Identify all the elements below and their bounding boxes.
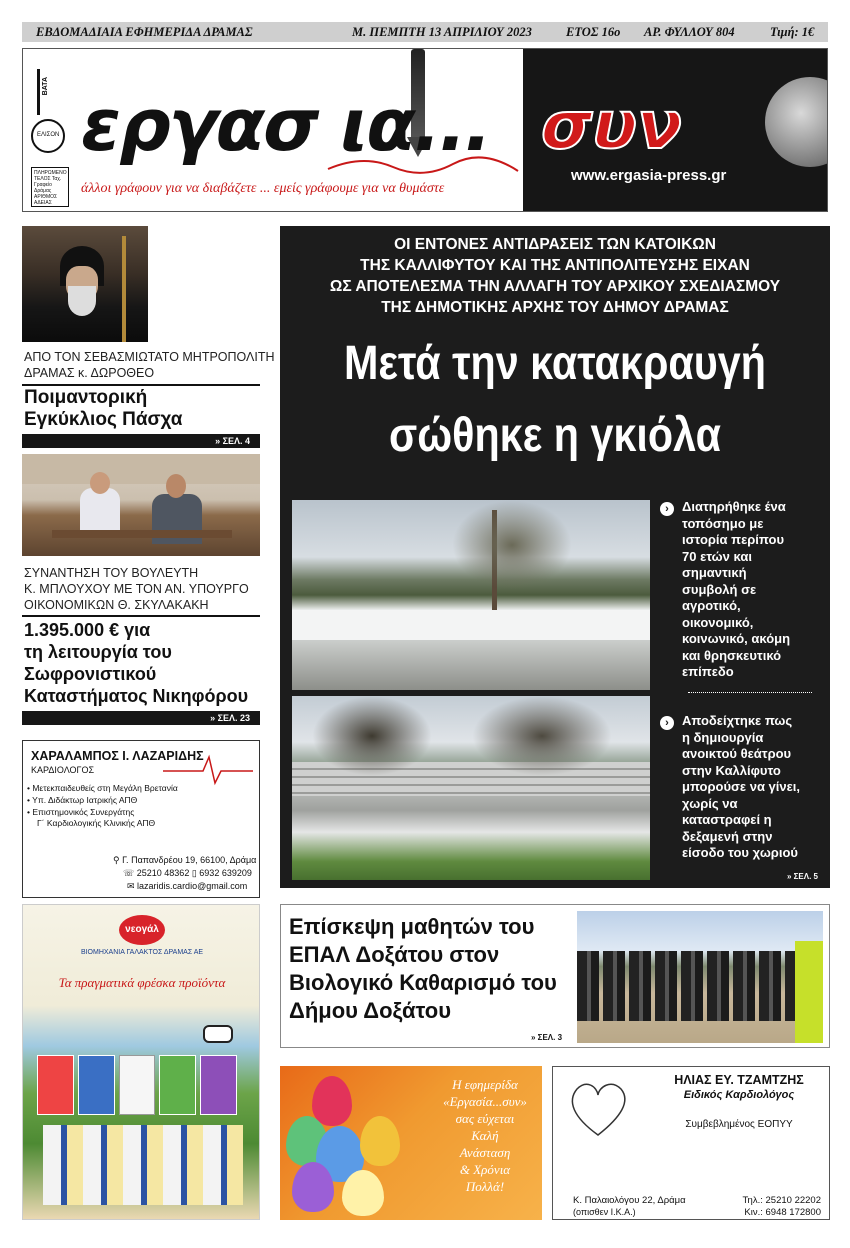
article2-title-2[interactable]: τη λειτουργία του bbox=[24, 642, 172, 662]
issue-date: Μ. ΠΕΜΠΤΗ 13 ΑΠΡΙΛΙΟΥ 2023 bbox=[352, 25, 532, 39]
photo-tree-crown bbox=[312, 696, 432, 776]
easter-line: & Χρόνια bbox=[459, 1162, 511, 1177]
carton-icon bbox=[37, 1055, 74, 1115]
milk-slogan: Τα πραγματικά φρέσκα προϊόντα bbox=[58, 975, 226, 990]
milk-advertisement bbox=[22, 904, 260, 1220]
carton-icon bbox=[78, 1055, 115, 1115]
milk-products bbox=[43, 1125, 243, 1205]
main-kicker-2: ΤΗΣ ΚΑΛΛΙΦΥΤΟΥ ΚΑΙ ΤΗΣ ΑΝΤΙΠΟΛΙΤΕΥΣΗΣ ΕΙΧΑΝ bbox=[360, 257, 750, 274]
main-story bbox=[280, 226, 830, 888]
egg-icon bbox=[342, 1170, 384, 1216]
photo-tree-crown bbox=[472, 696, 612, 776]
meeting-photo bbox=[22, 454, 260, 556]
carton-icon bbox=[119, 1055, 156, 1115]
photo-head-2 bbox=[166, 474, 186, 498]
article2-page-ref[interactable]: » ΣΕΛ. 23 bbox=[22, 711, 260, 725]
main-page-ref[interactable]: » ΣΕΛ. 5 bbox=[786, 872, 818, 881]
main-kicker-4: ΤΗΣ ΔΗΜΟΤΙΚΗΣ ΑΡΧΗΣ ΤΟΥ ΔΗΜΟΥ ΔΡΑΜΑΣ bbox=[381, 299, 729, 316]
article2-title-1[interactable]: 1.395.000 € για bbox=[24, 620, 151, 640]
easter-line: Πολλά! bbox=[465, 1179, 505, 1194]
carton-icon bbox=[200, 1055, 237, 1115]
dotted-divider bbox=[688, 692, 812, 693]
cardio-contract: Συμβεβλημένος ΕΟΠΥΥ bbox=[685, 1119, 793, 1130]
slogan: άλλοι γράφουν για να διαβάζετε ... εμείς γράφουμε για να θυμάστε bbox=[81, 181, 445, 196]
side-text: ΒΑΤΑ bbox=[42, 77, 49, 96]
cardio-tel[interactable]: Τηλ.: 25210 22202 bbox=[742, 1195, 821, 1206]
easter-line: Η εφημερίδα bbox=[452, 1077, 518, 1092]
egg-icon bbox=[312, 1076, 352, 1126]
article1-kicker-2: ΔΡΑΜΑΣ κ. ΔΩΡΟΘΕΟ bbox=[24, 366, 155, 380]
article2-title-3[interactable]: Σωφρονιστικού bbox=[24, 664, 157, 684]
website-link[interactable]: www.ergasia-press.gr bbox=[571, 167, 727, 184]
divider bbox=[22, 615, 260, 617]
photo-staff bbox=[122, 236, 126, 342]
postage-stamp: ΠΛΗΡΩΜΕΝΟ ΤΕΛΟΣ Ταχ. Γραφείο Δράμας ΑΡΙΘΜΟΣ ΑΔΕΙΑΣ bbox=[31, 167, 69, 207]
main-bullet-2: Αποδείχτηκε πως η δημιουργία ανοικτού θεάτρου στην Καλλίφυτο μπορούσε να γίνει, χωρίς να καταστραφεί η δεξαμενή στην είσοδο του χωριού bbox=[682, 713, 801, 860]
heart-icon bbox=[563, 1073, 633, 1143]
doctor-email: ✉ lazaridis.cardio@gmail.com bbox=[127, 881, 248, 891]
article2-kicker-2: Κ. ΜΠΛΟΥΧΟΥ ΜΕ ΤΟΝ ΑΝ. ΥΠΟΥΡΓΟ bbox=[24, 582, 249, 596]
email-link[interactable]: lazaridis.cardio@gmail.com bbox=[137, 881, 248, 891]
doctor-address: ⚲ Γ. Παπανδρέου 19, 66100, Δράμα bbox=[113, 855, 257, 865]
bullet-arrow-icon: › bbox=[660, 716, 674, 730]
milk-cartons bbox=[37, 1055, 237, 1115]
issue-number: ΑΡ. ΦΥΛΛΟΥ 804 bbox=[644, 25, 735, 39]
doctor-bullet-4: Γ΄ Καρδιολογικής Κλινικής ΑΠΘ bbox=[37, 818, 156, 828]
main-headline-1[interactable]: Μετά την κατακραυγή bbox=[344, 337, 766, 390]
masthead bbox=[22, 48, 828, 212]
signature-icon bbox=[323, 149, 523, 179]
doctor-role: ΚΑΡΔΙΟΛΟΓΟΣ bbox=[31, 765, 95, 775]
cardio-mobile[interactable]: Κιν.: 6948 172800 bbox=[744, 1207, 821, 1218]
divider bbox=[22, 384, 260, 386]
main-bullet-1: Διατηρήθηκε ένα τοπόσημο με ιστορία περίπου 70 ετών και σημαντική συμβολή σε αγροτικό, οικονομικό, κοινωνικό, ακόμη και θρησκευτικό επίπεδο bbox=[682, 499, 791, 679]
bullet-arrow-icon: › bbox=[660, 502, 674, 516]
cow-icon bbox=[203, 1025, 233, 1043]
seal-icon bbox=[31, 119, 65, 153]
brand-name: εργασ ια... bbox=[81, 83, 490, 167]
phone-2[interactable]: 6932 639209 bbox=[199, 868, 252, 878]
photo-beard bbox=[68, 286, 96, 316]
easter-line: Καλή bbox=[471, 1128, 499, 1143]
photo-vest bbox=[795, 941, 823, 1043]
cardio-role: Ειδικός Καρδιολόγος bbox=[683, 1089, 795, 1101]
photo-wall bbox=[292, 610, 650, 640]
article2-kicker-3: ΟΙΚΟΝΟΜΙΚΩΝ Θ. ΣΚΥΛΑΚΑΚΗ bbox=[24, 598, 209, 612]
neogal-logo: νεογάλ bbox=[119, 915, 165, 945]
easter-line: σας εύχεται bbox=[455, 1111, 515, 1126]
doctor-phones: ☏ 25210 48362 ▯ 6932 639209 bbox=[123, 868, 252, 878]
article1-title-2[interactable]: Εγκύκλιος Πάσχα bbox=[24, 409, 183, 430]
easter-line: Ανάσταση bbox=[459, 1145, 511, 1160]
pond-photo-2 bbox=[292, 696, 650, 880]
main-kicker-3: ΩΣ ΑΠΟΤΕΛΕΣΜΑ ΤΗΝ ΑΛΛΑΓΗ ΤΟΥ ΑΡΧΙΚΟΥ ΣΧΕΔΙΑΣΜΟΥ bbox=[329, 278, 781, 295]
article1-page-ref[interactable]: » ΣΕΛ. 4 bbox=[22, 434, 260, 448]
cardio-name: ΗΛΙΑΣ ΕΥ. ΤΖΑΜΤΖΗΣ bbox=[674, 1073, 804, 1087]
main-kicker-1: ΟΙ ΕΝΤΟΝΕΣ ΑΝΤΙΔΡΑΣΕΙΣ ΤΩΝ ΚΑΤΟΙΚΩΝ bbox=[394, 236, 716, 253]
address-text: Γ. Παπανδρέου 19, 66100, Δράμα bbox=[122, 855, 257, 865]
cardio-address-1: Κ. Παλαιολόγου 22, Δράμα bbox=[573, 1195, 686, 1206]
photo-group bbox=[577, 951, 823, 1021]
easter-greeting bbox=[280, 1066, 542, 1220]
article2-title-4[interactable]: Καταστήματος Νικηφόρου bbox=[24, 686, 249, 706]
easter-text bbox=[430, 1076, 540, 1195]
article2-kicker-1: ΣΥΝΑΝΤΗΣΗ ΤΟΥ ΒΟΥΛΕΥΤΗ bbox=[24, 566, 199, 580]
photo-desk bbox=[52, 530, 232, 538]
doctor-bullet-3: • Επιστημονικός Συνεργάτης bbox=[27, 807, 135, 817]
photo-head-1 bbox=[90, 472, 110, 494]
seal-text: ΕΛΙΣΟΝ bbox=[37, 132, 60, 138]
cardiologist-ad-2 bbox=[552, 1066, 830, 1220]
article1-kicker-1: ΑΠΟ ΤΟΝ ΣΕΒΑΣΜΙΩΤΑΤΟ ΜΗΤΡΟΠΟΛΙΤΗ bbox=[24, 350, 275, 364]
heartbeat-icon bbox=[163, 751, 253, 787]
cardiologist-ad bbox=[22, 740, 260, 898]
visit-article bbox=[280, 904, 830, 1048]
side-decoration bbox=[37, 69, 61, 115]
metropolitan-photo bbox=[22, 226, 148, 342]
visit-title[interactable]: Επίσκεψη μαθητών του ΕΠΑΛ Δοξάτου στον Βιολογικό Καθαρισμό του Δήμου Δοξάτου bbox=[289, 914, 557, 1023]
year-label: ΕΤΟΣ 16ο bbox=[566, 25, 621, 39]
milk-company: ΒΙΟΜΗΧΑΝΙΑ ΓΑΛΑΚΤΟΣ ΔΡΑΜΑΣ ΑΕ bbox=[80, 949, 204, 956]
photo-tree-crown bbox=[452, 500, 572, 590]
doctor-bullet-2: • Υπ. Διδάκτωρ Ιατρικής ΑΠΘ bbox=[27, 795, 138, 805]
doctor-name: ΧΑΡΑΛΑΜΠΟΣ Ι. ΛΑΖΑΡΙΔΗΣ bbox=[31, 749, 204, 763]
pond-photo-1 bbox=[292, 500, 650, 690]
newspaper-type: ΕΒΔΟΜΑΔΙΑΙΑ ΕΦΗΜΕΡΙΔΑ ΔΡΑΜΑΣ bbox=[36, 25, 253, 39]
article1-title-1[interactable]: Ποιμαντορική bbox=[24, 387, 148, 408]
photo-shelves bbox=[22, 454, 260, 484]
top-info-bar bbox=[22, 22, 828, 42]
doctor-bullet-1: • Μετεκπαιδευθείς στη Μεγάλη Βρετανία bbox=[27, 783, 178, 793]
price-label: Τιμή: 1€ bbox=[770, 25, 815, 39]
carton-icon bbox=[159, 1055, 196, 1115]
students-photo bbox=[577, 911, 823, 1043]
phone-1[interactable]: 25210 48362 bbox=[136, 868, 190, 878]
easter-line: «Εργασία...συν» bbox=[443, 1094, 527, 1109]
brand-name-red: συν bbox=[541, 87, 682, 164]
main-headline-2[interactable]: σώθηκε η γκιόλα bbox=[389, 409, 721, 462]
easter-eggs bbox=[286, 1076, 406, 1216]
cardio-address-2: (οπισθεν Ι.Κ.Α.) bbox=[573, 1207, 636, 1217]
egg-icon bbox=[360, 1116, 400, 1166]
visit-page-ref[interactable]: » ΣΕΛ. 3 bbox=[531, 1033, 563, 1042]
